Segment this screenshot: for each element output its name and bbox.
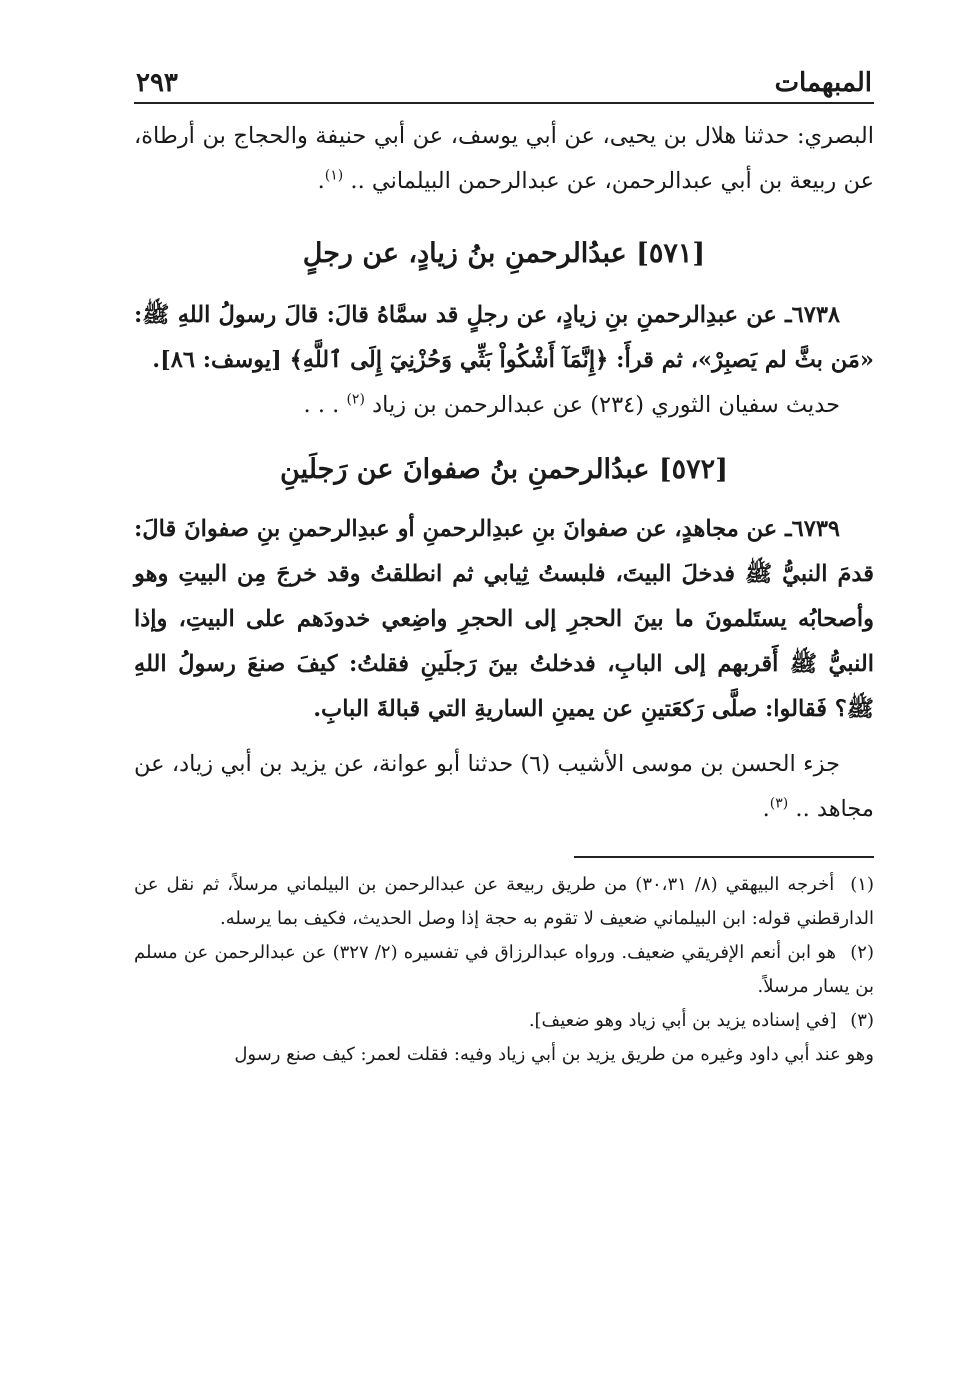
section-heading-572: [٥٧٢] عبدُالرحمنِ بنُ صفوانَ عن رَجلَينِ <box>280 454 728 485</box>
footnotes <box>134 868 874 1072</box>
book-page <box>134 58 874 1072</box>
footnote-continuation: وهو عند أبي داود وغيره من طريق يزيد بن أبي زياد وفيه: فقلت لعمر: كيف صنع رسول <box>234 1044 874 1065</box>
footnote-separator <box>574 856 874 858</box>
source-6739-text: جزء الحسن بن موسى الأشيب (٦) حدثنا أبو عوانة، عن يزيد بن أبي زياد، عن مجاهد .. <box>134 751 874 822</box>
footnote-1 <box>134 868 874 936</box>
footnote-ref-3[interactable]: (٣) <box>769 795 789 812</box>
section-heading-571: [٥٧١] عبدُالرحمنِ بنُ زيادٍ، عن رجلٍ <box>302 238 706 269</box>
footnote-3-number: (٣) <box>850 1010 874 1031</box>
footnote-2-text: هو ابن أنعم الإفريقي ضعيف. ورواه عبدالرزاق في تفسيره (٢/ ٣٢٧) عن عبدالرحمن عن مسلم بن يسار مرسلاً. <box>134 942 874 997</box>
intro-text: البصري: حدثنا هلال بن يحيى، عن أبي يوسف، عن أبي حنيفة والحجاج بن أرطاة، عن ربيعة بن أبي عبدالرحمن، عن عبدالرحمن البيلماني .. <box>134 123 874 194</box>
footnote-ref-2[interactable]: (٢) <box>346 391 365 408</box>
footnote-2 <box>134 936 874 1004</box>
footnote-2-number: (٢) <box>850 942 874 963</box>
source-6739: جزء الحسن بن موسى الأشيب (٦) حدثنا أبو عوانة، عن يزيد بن أبي زياد، عن مجاهد .. $^{(٣)}$. <box>134 751 874 822</box>
page-header <box>134 58 874 104</box>
footnote-3-text: [في إسناده يزيد بن أبي زياد وهو ضعيف]. <box>528 1010 837 1031</box>
page-number: ٢٩٣ <box>136 68 178 98</box>
source-6738-text: حديث سفيان الثوري (٢٣٤) عن عبدالرحمن بن زياد <box>372 392 840 418</box>
footnote-1-number: (١) <box>850 874 874 895</box>
footnote-3 <box>134 1004 874 1038</box>
running-head: المبهمات <box>774 68 872 98</box>
hadith-6738: ٦٧٣٨ـ عن عبدِالرحمنِ بنِ زيادٍ، عن رجلٍ قد سمَّاهُ قالَ: قالَ رسولُ اللهِ ﷺ: «مَن بثَّ لم يَصبِرْ»، ثم قرأَ: ﴿إِنَّمَآ أَشْكُواْ بَثِّي وَحُزْنِيٓ إِلَى ٱللَّهِ﴾ [يوسف: ٨٦]. <box>134 302 874 373</box>
intro-paragraph: البصري: حدثنا هلال بن يحيى، عن أبي يوسف، عن أبي حنيفة والحجاج بن أرطاة، عن ربيعة بن أبي عبدالرحمن، عن عبدالرحمن البيلماني .. $^{(١)}$. <box>134 123 874 194</box>
footnote-ref-1[interactable]: (١) <box>324 167 344 184</box>
source-6738 <box>134 383 874 428</box>
footnote-1-text: أخرجه البيهقي (٨/ ٣٠،٣١) من طريق ربيعة عن عبدالرحمن بن البيلماني مرسلاً، ثم نقل عن الدارقطني قوله: ابن البيلماني ضعيف لا تقوم به حجة إذا وصل الحديث، فكيف بما يرسله. <box>134 874 874 929</box>
source-6738-trail: . . . <box>303 392 340 418</box>
hadith-6739: ٦٧٣٩ـ عن مجاهدٍ، عن صفوانَ بنِ عبدِالرحمنِ أو عبدِالرحمنِ بنِ صفوانَ قالَ: قدمَ النبيُّ ﷺ فدخلَ البيتَ، فلبستُ ثِيابي ثم انطلقتُ وقد خرجَ مِن البيتِ وهو وأصحابُه يستَلمونَ ما بينَ الحجرِ إلى الحجرِ واضِعي خدودَهم على البيتِ، وإذا النبيُّ ﷺ أَقربهم إلى البابِ، فدخلتُ بينَ رَجلَينِ فقلتُ: كيفَ صنعَ رسولُ اللهِ ﷺ؟ فَقالوا: صلَّى رَكعَتينِ عن يمينِ الساريةِ التي قبالةَ البابِ. <box>134 516 874 722</box>
